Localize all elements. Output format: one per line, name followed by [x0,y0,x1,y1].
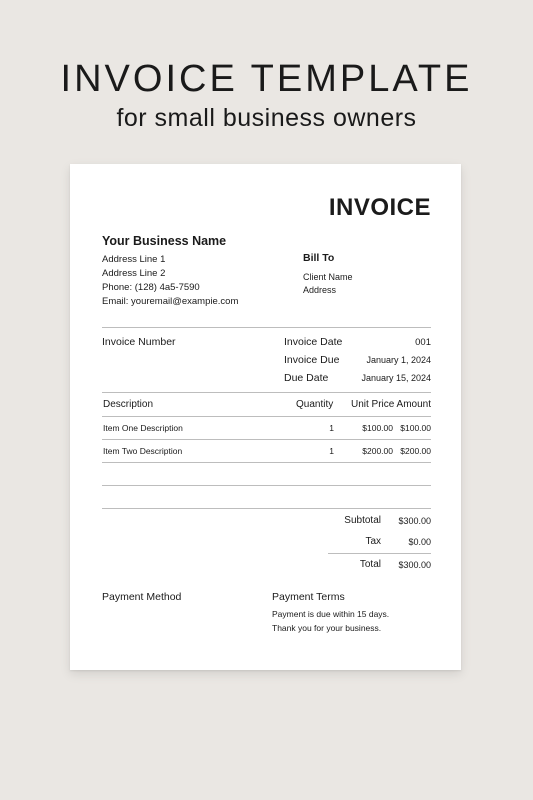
due-date-value: January 15, 2024 [361,373,431,383]
divider [102,485,431,486]
payment-method-label: Payment Method [102,591,182,603]
bill-to-address: Address [303,285,337,295]
col-header-quantity: Quantity [296,399,334,410]
payment-terms-label: Payment Terms [272,591,345,603]
divider [102,392,431,393]
bill-to-label: Bill To [303,252,335,264]
invoice-date-label: Invoice Date [284,336,343,348]
table-row-2-description: Item Two Description [103,446,183,456]
subtotal-label: Subtotal [344,515,381,526]
divider [102,416,431,417]
divider [102,508,431,509]
invoice-sheet [70,164,461,670]
col-header-unit-price: Unit Price [351,399,395,410]
table-row-1-description: Item One Description [103,423,183,433]
divider [102,462,431,463]
tax-label: Tax [365,536,381,547]
col-header-description: Description [103,399,154,410]
table-row-1-quantity: 1 [329,423,334,433]
divider [102,327,431,328]
business-email: Email: youremail@exampie.com [102,296,239,307]
business-address-line-2: Address Line 2 [102,268,166,279]
due-date-label: Due Date [284,372,329,384]
col-header-amount: Amount [396,399,431,410]
bill-to-client-name: Client Name [303,272,353,282]
table-row-2-quantity: 1 [329,446,334,456]
business-address-line-1: Address Line 1 [102,254,166,265]
payment-terms-line-2: Thank you for your business. [272,623,382,633]
business-phone: Phone: (128) 4a5-7590 [102,282,200,293]
table-row-2-amount: $200.00 [400,446,431,456]
total-label: Total [359,559,381,570]
invoice-number-label: Invoice Number [102,336,176,348]
table-row-2-unit-price: $200.00 [362,446,393,456]
invoice-heading: INVOICE [328,194,431,221]
invoice-due-label: Invoice Due [284,354,340,366]
invoice-due-value: January 1, 2024 [366,355,431,365]
payment-terms-line-1: Payment is due within 15 days. [272,609,390,619]
page-title: INVOICE TEMPLATE [60,58,473,100]
tax-value: $0.00 [408,537,431,547]
table-row-1-unit-price: $100.00 [362,423,393,433]
total-value: $300.00 [398,560,431,570]
totals-divider [328,553,431,554]
page-subtitle: for small business owners [116,104,417,132]
invoice-date-value: 001 [415,337,431,348]
business-name: Your Business Name [102,234,227,248]
divider [102,439,431,440]
subtotal-value: $300.00 [398,516,431,526]
table-row-1-amount: $100.00 [400,423,431,433]
